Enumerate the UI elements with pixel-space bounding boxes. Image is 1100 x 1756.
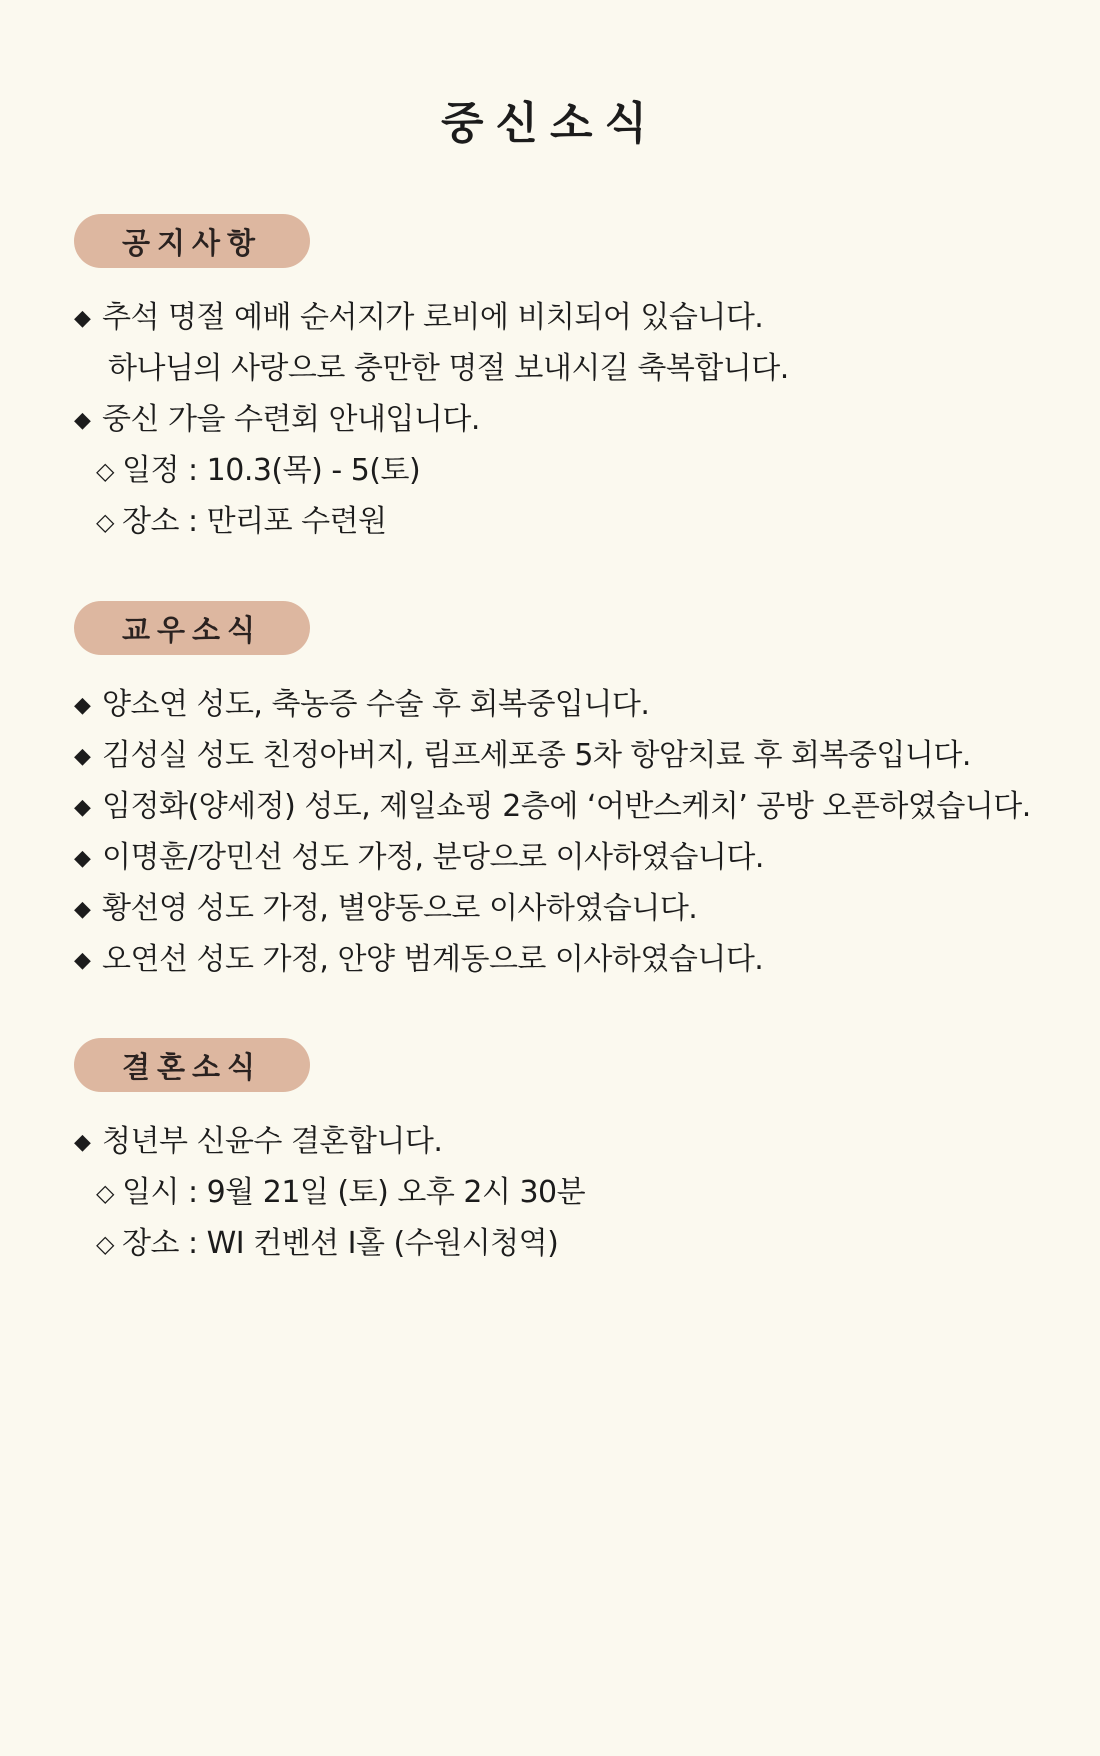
filled-diamond-icon: ◆ [74, 693, 91, 718]
section-heading-notices: 공지사항 [74, 214, 310, 268]
sub-list-item: ◇ 장소 : WI 컨벤션 I홀 (수원시청역) [74, 1218, 1054, 1269]
outline-diamond-icon: ◇ [96, 1179, 114, 1207]
wedding-news-list [74, 1116, 1054, 1269]
filled-diamond-icon: ◆ [74, 948, 91, 973]
list-item: ◆ 이명훈/강민선 성도 가정, 분당으로 이사하였습니다. [74, 832, 1054, 883]
member-news-list [74, 679, 1054, 985]
list-item: ◆ 황선영 성도 가정, 별양동으로 이사하였습니다. [74, 883, 1054, 934]
list-item: ◆ 임정화(양세정) 성도, 제일쇼핑 2층에 ‘어반스케치’ 공방 오픈하였습니다. [74, 781, 1054, 832]
section-heading-wedding-news: 결혼소식 [74, 1038, 310, 1092]
filled-diamond-icon: ◆ [74, 408, 91, 433]
filled-diamond-icon: ◆ [74, 795, 91, 820]
filled-diamond-icon: ◆ [74, 744, 91, 769]
filled-diamond-icon: ◆ [74, 897, 91, 922]
filled-diamond-icon: ◆ [74, 1130, 91, 1155]
list-item: ◆ 김성실 성도 친정아버지, 림프세포종 5차 항암치료 후 회복중입니다. [74, 730, 1054, 781]
section-member-news [74, 601, 1054, 985]
outline-diamond-icon: ◇ [96, 457, 114, 485]
section-wedding-news [74, 1038, 1054, 1269]
filled-diamond-icon: ◆ [74, 846, 91, 871]
list-item: ◆ 청년부 신윤수 결혼합니다. [74, 1116, 1054, 1167]
section-heading-member-news: 교우소식 [74, 601, 310, 655]
list-item: ◆ 중신 가을 수련회 안내입니다. [74, 394, 1054, 445]
outline-diamond-icon: ◇ [96, 508, 114, 536]
sub-list-item: ◇ 일시 : 9월 21일 (토) 오후 2시 30분 [74, 1167, 1054, 1218]
outline-diamond-icon: ◇ [96, 1230, 114, 1258]
list-item: ◆ 추석 명절 예배 순서지가 로비에 비치되어 있습니다. [74, 292, 1054, 343]
page-title: 중신소식 [440, 98, 659, 149]
filled-diamond-icon: ◆ [74, 306, 91, 331]
list-item-continuation: 하나님의 사랑으로 충만한 명절 보내시길 축복합니다. [108, 351, 789, 386]
section-notices [74, 214, 1054, 547]
list-item: ◆ 양소연 성도, 축농증 수술 후 회복중입니다. [74, 679, 1054, 730]
sub-list-item: ◇ 일정 : 10.3(목) - 5(토) [74, 445, 1054, 496]
notices-list [74, 292, 1054, 547]
list-item: ◆ 오연선 성도 가정, 안양 범계동으로 이사하였습니다. [74, 934, 1054, 985]
sub-list-item: ◇ 장소 : 만리포 수련원 [74, 496, 1054, 547]
